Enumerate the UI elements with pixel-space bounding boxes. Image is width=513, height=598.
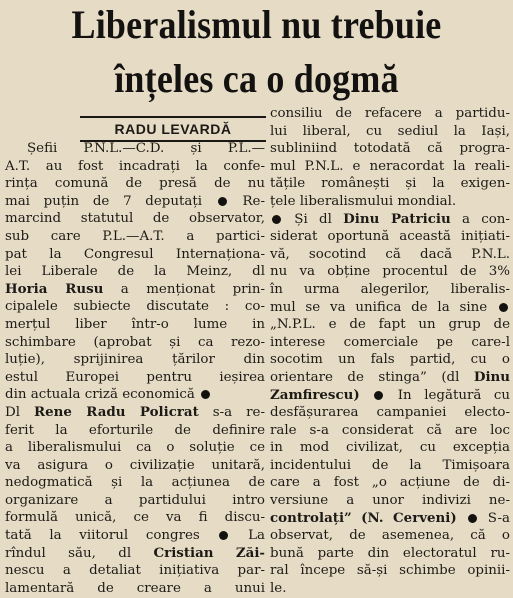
bullet-icon	[499, 303, 508, 312]
text-line: versiune a unor indivizi ne-	[270, 493, 510, 509]
bullet-icon	[374, 391, 383, 400]
text-line: estul Europei pentru ieșirea	[5, 369, 265, 385]
text-line: vă, socotind că dacă P.N.L.	[270, 246, 510, 262]
text-line: Șefii P.N.L.—C.D. și P.L.—	[27, 141, 265, 156]
text-line: in mod civilizat, cu excepția	[270, 440, 510, 456]
text-line: va asigura o civilizație unitară,	[5, 457, 265, 473]
headline-line-1: Liberalismul nu trebuie	[71, 2, 442, 47]
text-line: mul P.N.L. e neracordat la reali-	[270, 158, 510, 174]
text-line: ferit la eforturile de definire	[5, 422, 265, 438]
text-line: schimbare (aprobat și ca rezo-	[5, 334, 265, 350]
text-line: socotim un fals partid, cu o	[270, 352, 510, 368]
text-line: observat, de asemenea, că o	[270, 528, 510, 544]
text-line: Dl Rene Radu Policrat s-a re-	[5, 403, 265, 420]
text-line: merțul liber într-o lume in	[5, 316, 265, 332]
text-line: sub care P.L.—A.T. a partici-	[5, 228, 265, 244]
text-line: a liberalismului ca o soluție ce	[5, 440, 265, 456]
text-line: subliniind totodată că progra-	[270, 141, 510, 157]
text-line: bună parte din electoratul ru-	[270, 545, 510, 561]
text-line: rîndul său, dl Cristian Zăi-	[5, 544, 265, 561]
text-line: rința comună de presă de nu	[5, 176, 265, 192]
person-name: Zamfirescu)	[270, 386, 360, 403]
bullet-icon	[201, 390, 210, 399]
text-line: Horia Rusu a menționat prin-	[5, 280, 265, 297]
text-line: nescu a detaliat inițiativa par-	[5, 563, 265, 579]
text-line: tată la viitorul congres La	[5, 528, 265, 544]
text-line: țele liberalismului mondial.	[270, 193, 457, 209]
text-line: lui liberal, cu sediul la Iași,	[270, 123, 510, 139]
text-line: luție), sprijinirea țărilor din	[5, 352, 265, 368]
text-line: consiliu de refacere a partidu-	[270, 106, 510, 121]
text-line: lei Liberale de la Meinz, dl	[5, 264, 265, 280]
byline-box	[80, 116, 266, 142]
person-name: Dinu Patriciu	[343, 210, 451, 227]
text-line: în urma alegerilor, liberalis-	[270, 281, 510, 297]
text-line: Zamfirescu) In legătură cu	[270, 386, 510, 403]
text-line: interese comerciale pe care-l	[270, 334, 510, 350]
person-name: Rene Radu Policrat	[34, 403, 199, 420]
bullet-icon	[218, 197, 227, 206]
person-name: Dinu	[473, 368, 511, 385]
text-line: formulă unică, ce va fi discu-	[5, 510, 265, 526]
text-line: din actuala criză economică	[5, 386, 265, 404]
author-byline: RADU LEVARDĂ	[114, 121, 232, 137]
text-line: care a fost „o acțiune de di-	[270, 475, 510, 491]
bullet-icon	[468, 514, 477, 523]
text-line: tățile românești și la exigen-	[270, 176, 510, 192]
text-line: marcind statutul de observator,	[5, 211, 265, 227]
text-line: organizare a partidului intro	[5, 492, 265, 508]
text-line: nedogmatică și la acțiunea de	[5, 475, 265, 491]
text-line: cipalele subiecte discutate : co-	[5, 299, 265, 315]
text-line: mai puțin de 7 deputați Re-	[5, 193, 265, 209]
text-line: rale s-a considerat că are loc	[270, 422, 510, 438]
article-column-right	[270, 105, 510, 598]
text-line: Și dl Dinu Patriciu a con-	[270, 211, 510, 229]
person-name: Cristian	[153, 544, 214, 561]
text-line: lamentară de creare a unui	[5, 580, 265, 596]
bullet-icon	[272, 215, 281, 224]
bullet-icon	[219, 531, 228, 540]
person-name: Horia Rusu	[5, 280, 104, 297]
text-line: le.	[270, 581, 287, 597]
text-line: siderat oportună această inițiati-	[270, 229, 510, 245]
text-line: orientare de stinga” (dl Dinu	[270, 368, 511, 385]
text-line: incidentului de la Timișoara	[270, 457, 510, 473]
text-line: nu va obține procentul de 3%	[270, 264, 510, 280]
text-line: pat la Congresul Internaționa-	[5, 246, 265, 262]
text-line: mul se va unifica de la sine	[270, 299, 510, 317]
headline-line-2: înțeles ca o dogmă	[114, 56, 399, 101]
text-line: controlați” (N. Cerveni) S-a	[270, 509, 510, 526]
text-line: ral începe să-și schimbe opinii-	[270, 563, 510, 579]
text-line: desfășurarea campaniei electo-	[270, 405, 510, 421]
article-column-left	[5, 140, 265, 597]
text-line: A.T. au fost incadrați la confe-	[5, 158, 265, 174]
text-line: „N.P.L. e de fapt un grup de	[270, 317, 510, 333]
